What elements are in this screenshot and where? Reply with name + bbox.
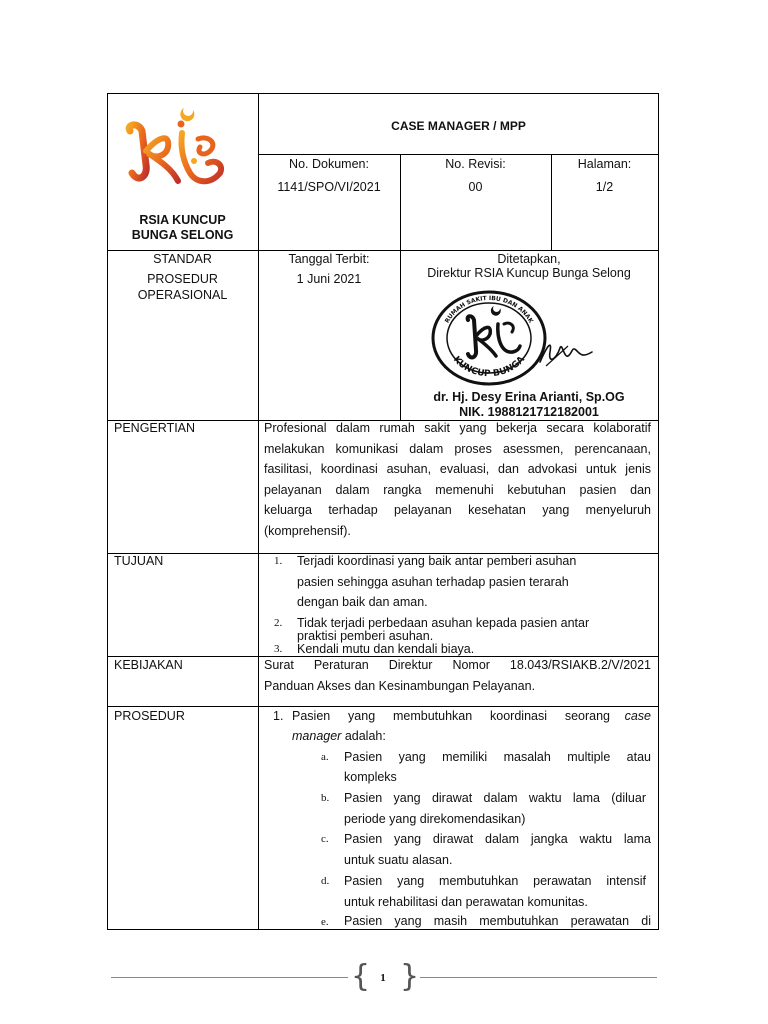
prosedur-subitem-letter: b.	[321, 792, 330, 804]
prosedur-intro-italic: case	[624, 709, 651, 723]
sop-line2: PROSEDUR	[147, 272, 218, 286]
pengertian-line: fasilitasi, koordinasi asuhan, evaluasi, dan advokasi untuk jenis	[264, 462, 651, 476]
footer-rule-left	[111, 977, 348, 978]
pengertian-line: Profesional dalam rumah sakit yang bekerja secara kolaboratif	[264, 421, 651, 435]
pengertian-line: (komprehensif).	[264, 523, 351, 538]
signer-nik: NIK. 1988121712182001	[459, 405, 599, 419]
tujuan-line: praktisi pemberi asuhan.	[297, 629, 434, 643]
table-col-divider	[258, 93, 259, 930]
prosedur-subitem-line: periode yang direkomendasikan)	[344, 812, 526, 826]
tujuan-line: Kendali mutu dan kendali biaya.	[297, 642, 475, 656]
doc-number-label: No. Dokumen:	[289, 157, 369, 171]
prosedur-label: PROSEDUR	[114, 709, 185, 723]
issue-date-value: 1 Juni 2021	[296, 272, 362, 286]
issue-date-label: Tanggal Terbit:	[288, 252, 370, 266]
prosedur-subitem-line: untuk suatu alasan.	[344, 853, 453, 867]
pengertian-label: PENGERTIAN	[114, 421, 196, 435]
pengertian-line: keluarga terhadap pelayanan kesehatan yang menyeluruh	[264, 503, 651, 517]
tujuan-line: Tidak terjadi perbedaan asuhan kepada pasien antar	[297, 616, 590, 630]
prosedur-subitem-line: Pasien yang dirawat dalam waktu lama (diluar	[344, 791, 646, 805]
pengertian-line: melakukan komunikasi dalam proses asessmen, perencanaan,	[264, 441, 651, 456]
tujuan-line: pasien sehingga asuhan terhadap pasien terarah	[297, 575, 569, 589]
sop-line3: OPERASIONAL	[137, 288, 228, 302]
page-value: 1/2	[595, 180, 614, 194]
established-label: Ditetapkan,	[497, 252, 561, 266]
tujuan-label: TUJUAN	[114, 554, 164, 568]
row-divider-prosedur	[107, 706, 659, 707]
footer-brace-left: {	[351, 959, 371, 994]
kebijakan-label: KEBIJAKAN	[114, 658, 183, 672]
kebijakan-line1: Surat Peraturan Direktur Nomor 18.043/RSIAKB.2/V/2021	[264, 658, 651, 672]
tujuan-line: Terjadi koordinasi yang baik antar pemberi asuhan	[297, 554, 577, 568]
footer-page-number: 1	[380, 972, 386, 984]
prosedur-intro-line2	[292, 728, 386, 744]
document-title: CASE MANAGER / MPP	[391, 119, 526, 133]
revision-value: 00	[468, 180, 483, 194]
official-stamp	[430, 288, 548, 388]
prosedur-subitem-letter: e.	[321, 916, 329, 928]
prosedur-intro-line1	[292, 708, 651, 724]
signature	[538, 336, 594, 370]
table-border-top	[107, 93, 659, 94]
table-border-bottom	[107, 929, 659, 930]
footer-rule-right	[420, 977, 657, 978]
svg-text:KUNCUP BUNGA	[451, 355, 527, 380]
prosedur-subitem-letter: a.	[321, 751, 329, 763]
prosedur-number: 1.	[273, 709, 284, 723]
prosedur-subitem-line: Pasien yang masih membutuhkan perawatan di	[344, 914, 651, 928]
prosedur-subitem-line: kompleks	[344, 770, 397, 784]
doc-number-value: 1141/SPO/VI/2021	[277, 180, 381, 194]
prosedur-intro-italic2: manager	[292, 729, 342, 743]
pengertian-text	[264, 418, 651, 541]
prosedur-subitem-line: Pasien yang memiliki masalah multiple atau	[344, 750, 651, 764]
established-by: Direktur RSIA Kuncup Bunga Selong	[427, 266, 631, 280]
sop-line1: STANDAR	[153, 252, 212, 266]
prosedur-subitem-letter: d.	[321, 875, 330, 887]
revision-label: No. Revisi:	[445, 157, 506, 171]
signer-name: dr. Hj. Desy Erina Arianti, Sp.OG	[433, 390, 625, 404]
hospital-name-line2: BUNGA SELONG	[131, 228, 234, 242]
tujuan-number: 2.	[274, 617, 283, 629]
stamp-bottom-text: KUNCUP BUNGA	[451, 354, 527, 380]
prosedur-subitem-line: Pasien yang dirawat dalam jangka waktu lama	[344, 832, 651, 846]
pengertian-line: pelayanan dalam rangka memenuhi kebutuhan pasien dan	[264, 482, 651, 497]
stamp-top-text: RUMAH SAKIT IBU DAN ANAK	[443, 294, 535, 325]
prosedur-intro-text: Pasien yang membutuhkan koordinasi seorang	[292, 709, 610, 723]
tujuan-line: dengan baik dan aman.	[297, 595, 428, 609]
hospital-name-line1: RSIA KUNCUP	[139, 213, 226, 227]
footer-brace-right: }	[400, 959, 420, 994]
prosedur-subitem-line: untuk rehabilitasi dan perawatan komunitas.	[344, 895, 588, 909]
tujuan-number: 3.	[274, 643, 283, 655]
kebijakan-line2: Panduan Akses dan Kesinambungan Pelayanan.	[264, 679, 536, 693]
tujuan-number: 1.	[274, 555, 283, 567]
prosedur-subitem-letter: c.	[321, 833, 329, 845]
page-label: Halaman:	[577, 157, 632, 171]
prosedur-subitem-line: Pasien yang membutuhkan perawatan intensif	[344, 874, 646, 888]
prosedur-intro-end: adalah:	[341, 729, 386, 743]
hospital-logo	[124, 103, 228, 195]
table-border-right	[658, 93, 659, 930]
header-divider	[258, 154, 659, 155]
